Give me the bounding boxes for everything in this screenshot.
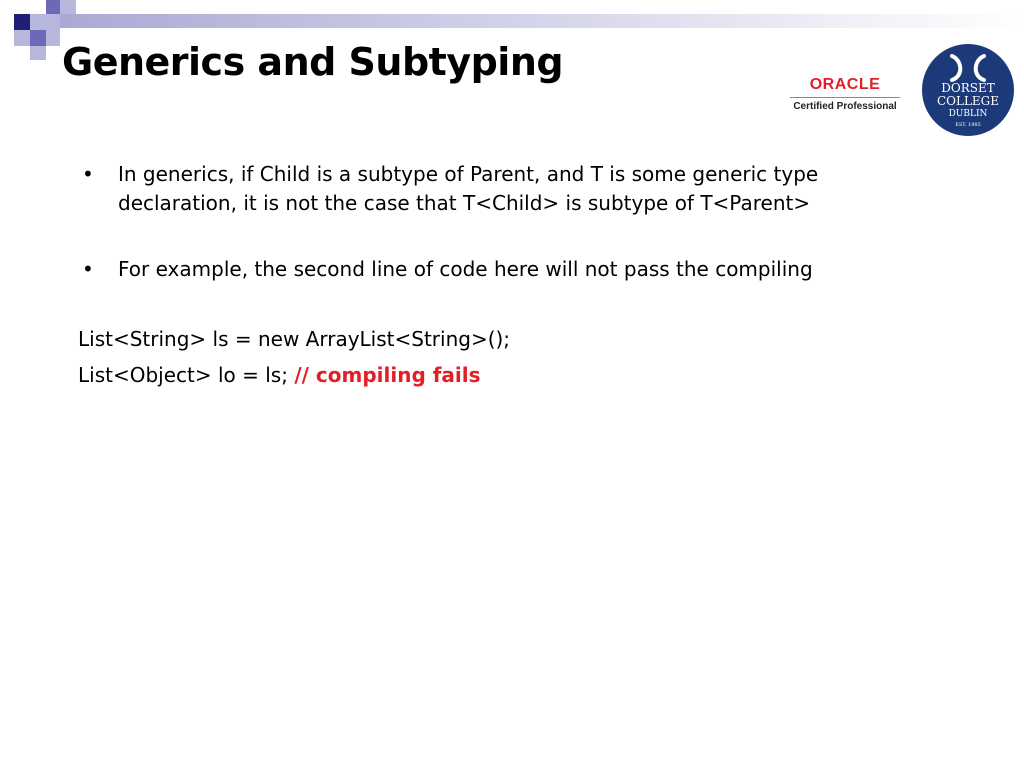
deco-square	[30, 46, 46, 60]
oracle-wordmark: ORACLE	[809, 76, 881, 93]
code-line-1: List<String> ls = new ArrayList<String>();	[78, 327, 511, 351]
bullet-marker: •	[82, 257, 94, 281]
deco-square	[14, 30, 30, 46]
slide-title: Generics and Subtyping	[62, 40, 564, 84]
dorset-line-3: DUBLIN	[948, 109, 988, 119]
deco-square	[30, 14, 46, 30]
dorset-line-4: EST. 1985	[955, 122, 981, 128]
bullet-marker: •	[82, 162, 94, 186]
slide-body	[78, 160, 938, 393]
bullet-text: For example, the second line of code here will not pass the compiling	[118, 257, 813, 281]
dorset-college-logo	[922, 44, 1014, 136]
bullet-item	[78, 160, 938, 218]
deco-square	[60, 0, 76, 14]
bullet-text: In generics, if Child is a subtype of Parent, and T is some generic type declaration, it is not the case that T<Child> is subtype of T<Parent>	[118, 162, 819, 215]
oracle-subtitle: Certified Professional	[793, 101, 897, 112]
bullet-item	[78, 255, 938, 284]
oracle-logo	[786, 76, 904, 118]
header-bar	[60, 14, 1024, 28]
deco-square	[46, 0, 60, 14]
deco-square	[30, 30, 46, 46]
deco-square	[14, 14, 30, 30]
dorset-line-2: COLLEGE	[936, 94, 1000, 108]
dorset-line-1: DORSET	[941, 81, 995, 95]
deco-square	[46, 14, 60, 30]
deco-square	[46, 30, 60, 46]
dorset-emblem-icon	[948, 54, 988, 82]
oracle-divider	[790, 97, 900, 98]
code-comment: // compiling fails	[294, 363, 481, 387]
code-line-2	[78, 357, 938, 393]
code-line-2-statement: List<Object> lo = ls;	[78, 363, 295, 387]
